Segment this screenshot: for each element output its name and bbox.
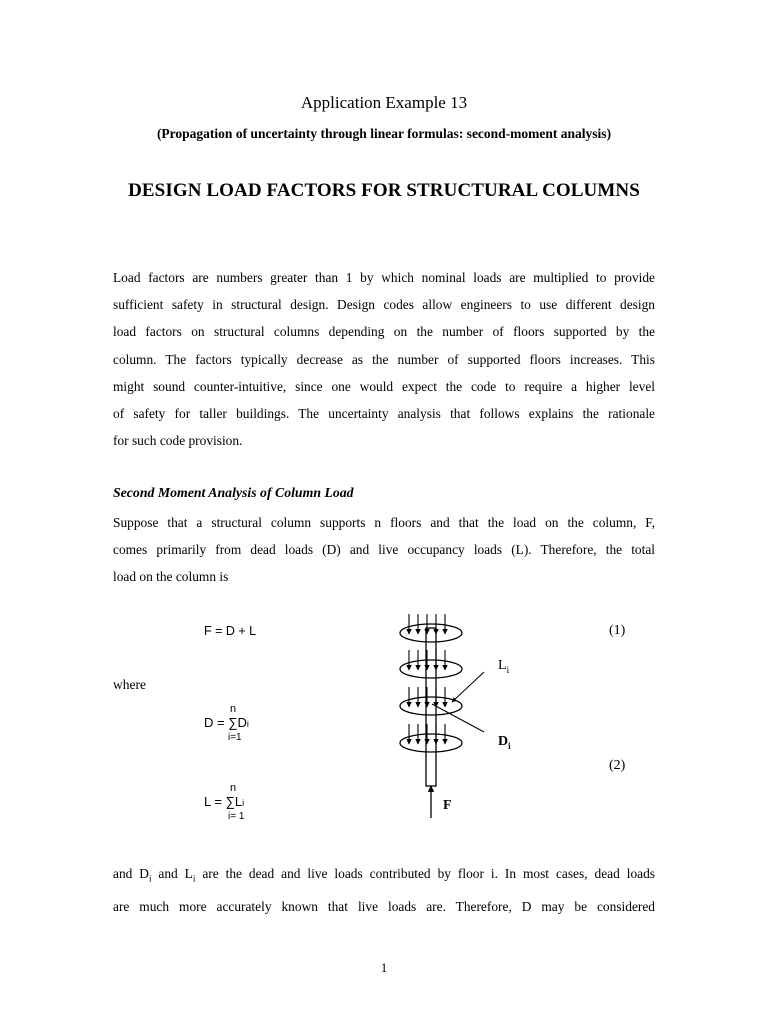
section-line: Suppose that a structural column supports n floors and that the load on the column, F, [113, 515, 655, 530]
intro-line: might sound counter-intuitive, since one would expect the code to require a higher level [113, 378, 655, 394]
force-label: F [443, 798, 452, 813]
closing-line: are much more accurately known that live loads are. Therefore, D may be considered [113, 898, 655, 914]
example-subtitle: (Propagation of uncertainty through linear formulas: second-moment analysis) [156, 126, 612, 141]
live-load-leader [452, 672, 484, 702]
sum-upper-limit: n [230, 782, 237, 794]
intro-paragraph [113, 264, 655, 454]
sum-lower-limit: i= 1 [228, 811, 245, 822]
equation-1: F = D + L [204, 624, 257, 638]
intro-line: of safety for taller buildings. The uncertainty analysis that follows explains the rationale [113, 406, 655, 422]
live-load-sum [204, 782, 284, 827]
section-paragraph [113, 509, 655, 591]
dead-load-sum [204, 703, 284, 748]
example-title: Application Example 13 [300, 93, 468, 112]
section-line: load on the column is [113, 569, 229, 585]
sum-lower-limit: i=1 [228, 732, 242, 743]
dead-load-leader [432, 704, 484, 732]
intro-line: Load factors are numbers greater than 1 by which nominal loads are multiplied to provide [113, 270, 655, 285]
dead-load-label: $D_i$ [498, 734, 511, 751]
sum-upper-limit: n [230, 703, 237, 715]
section-heading: Second Moment Analysis of Column Load [113, 485, 354, 500]
closing-line: and $D_i$ and $L_i$ are the dead and live loads contributed by floor i. In most cases, dead loads [113, 866, 655, 884]
intro-line: sufficient safety in structural design. Design codes allow engineers to use different design [113, 297, 655, 313]
section-line: comes primarily from dead loads (D) and live occupancy loads (L). Therefore, the total [113, 542, 655, 558]
closing-paragraph [113, 860, 655, 920]
equation-2-number: (2) [609, 758, 626, 773]
sum-expression: D = ∑Di [204, 715, 249, 730]
intro-line: for such code provision. [113, 433, 243, 449]
page-heading: DESIGN LOAD FACTORS FOR STRUCTURAL COLUMNS [128, 180, 640, 201]
live-load-label: $L_i$ [498, 658, 510, 675]
column-load-diagram [372, 600, 530, 832]
page-number: 1 [380, 960, 388, 975]
intro-line: column. The factors typically decrease as the number of supported floors increases. This [113, 351, 655, 367]
intro-line: load factors on structural columns depending on the number of floors supported by the [113, 324, 655, 340]
sum-expression: L = ∑Li [204, 794, 245, 809]
equation-1-number: (1) [609, 623, 626, 638]
where-label: where [113, 677, 146, 692]
